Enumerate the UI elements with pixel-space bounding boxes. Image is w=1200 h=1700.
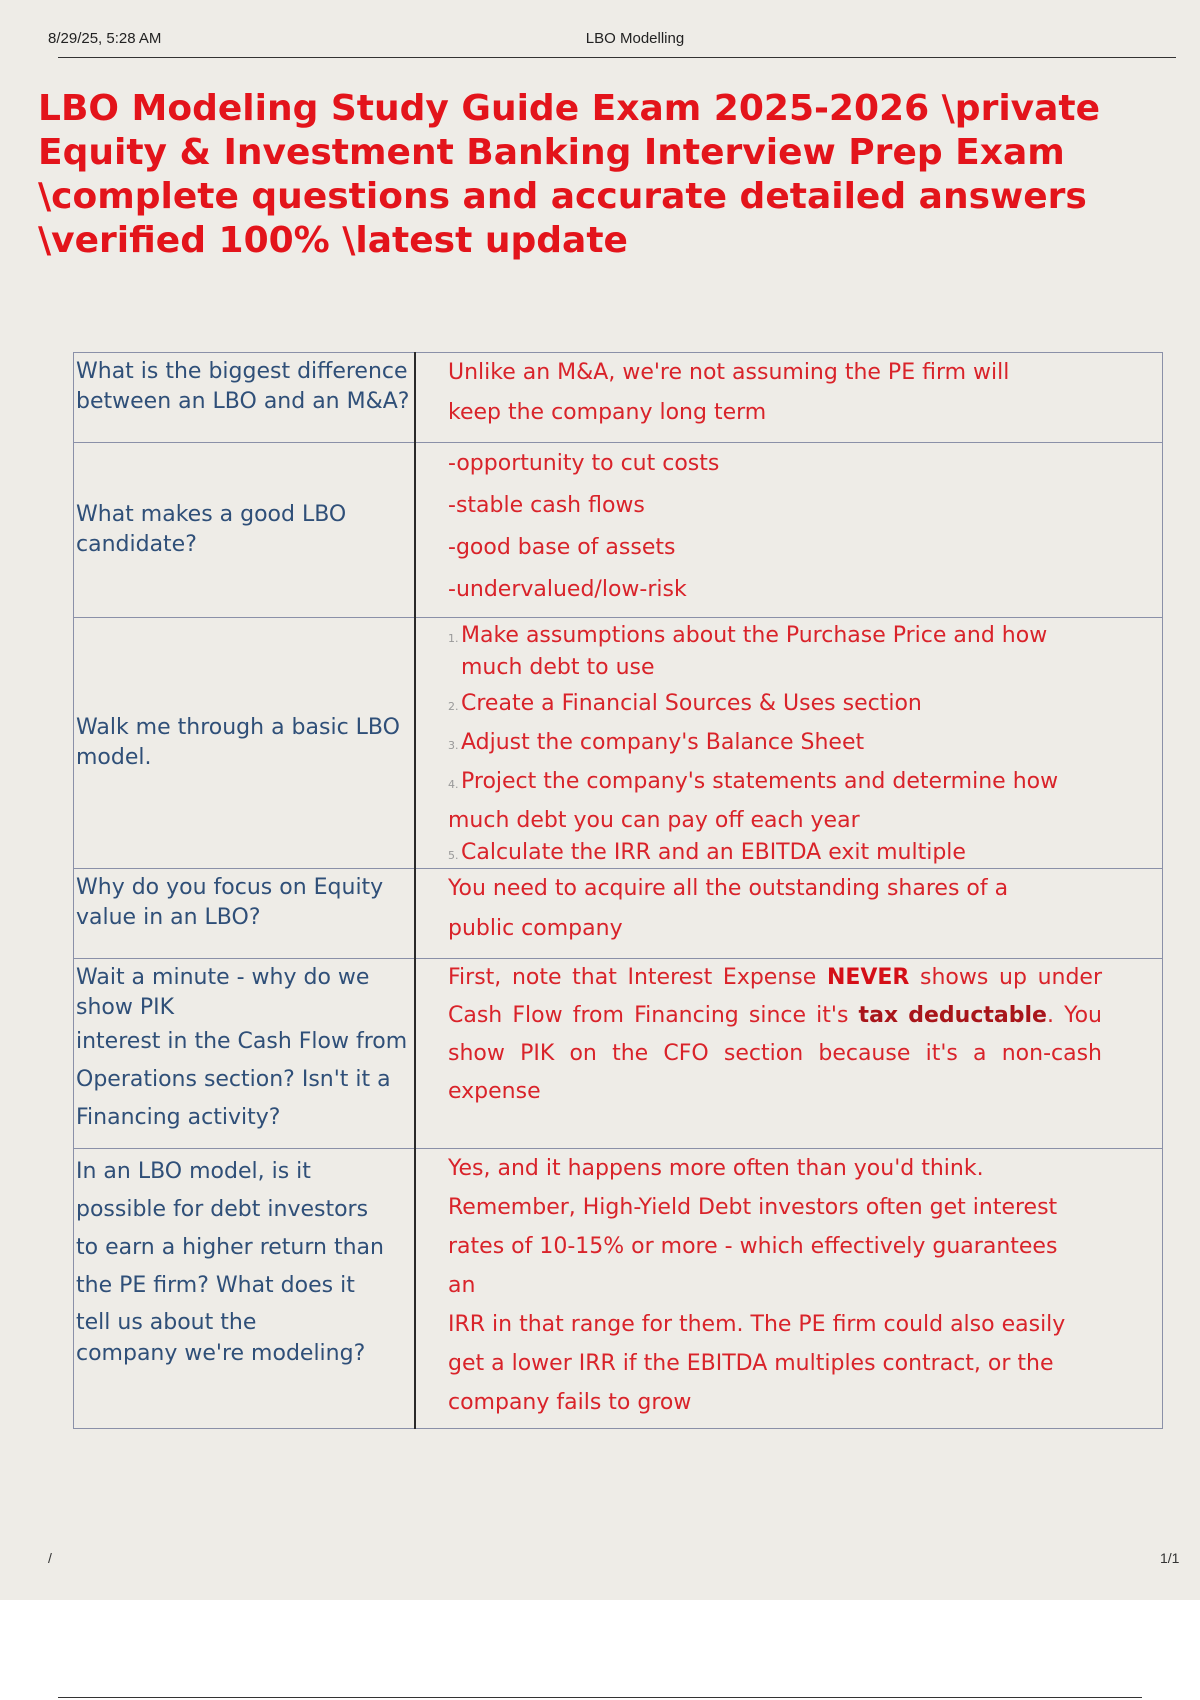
answer-cell	[415, 443, 1163, 618]
step-number: 2.	[448, 700, 459, 713]
question-line: In an LBO model, is it	[76, 1159, 311, 1184]
answer-line: get a lower IRR if the EBITDA multiples contract, or the	[448, 1351, 1054, 1376]
step-number: 1.	[448, 632, 459, 645]
answer-line: Yes, and it happens more often than you'd think.	[448, 1156, 984, 1181]
step-item	[448, 620, 1102, 684]
header-title: LBO Modelling	[585, 30, 685, 47]
step-text: Adjust the company's Balance Sheet	[461, 730, 865, 755]
step-item	[448, 841, 1102, 868]
qa-row	[74, 353, 1163, 443]
emphasis-deductable: deductable	[908, 1003, 1047, 1028]
answer-cell	[415, 959, 1163, 1149]
step-text: Create a Financial Sources & Uses section	[461, 691, 922, 716]
emphasis-never: NEVER	[826, 965, 910, 990]
document-title: LBO Modeling Study Guide Exam 2025-2026 \private Equity & Investment Banking Interview Prep Exam \complete questions and accurate detailed answers \verified 100% \latest update	[38, 88, 1101, 261]
question-line: Financing activity?	[76, 1105, 281, 1130]
answer-bullet: -good base of assets	[448, 535, 676, 560]
step-item	[448, 727, 1102, 762]
answer-text: . You show PIK on the CFO section because it's a non-cash expense	[448, 1003, 1103, 1104]
answer-cell	[415, 353, 1163, 443]
question-cell	[74, 443, 416, 618]
qa-row	[74, 443, 1163, 618]
question-cell	[74, 618, 416, 869]
footer-url: /	[48, 1550, 52, 1566]
step-continuation: much debt you can pay off each year	[448, 808, 860, 833]
qa-row	[74, 959, 1163, 1149]
emphasis-tax: tax	[858, 1003, 899, 1028]
step-item	[448, 688, 1102, 723]
answer-bullet: -stable cash flows	[448, 493, 645, 518]
qa-row	[74, 1149, 1163, 1429]
bottom-divider	[58, 1697, 1142, 1698]
header-divider	[58, 57, 1176, 58]
question-line: possible for debt investors	[76, 1197, 369, 1222]
answer-line: IRR in that range for them. The PE firm could also easily	[448, 1312, 1066, 1337]
question-line: to earn a higher return than	[76, 1235, 384, 1260]
step-number: 5.	[448, 849, 459, 862]
qa-row	[74, 618, 1163, 869]
answer-line: Remember, High-Yield Debt investors often get interest	[448, 1195, 1058, 1220]
answer-bullet: -opportunity to cut costs	[448, 451, 720, 476]
qa-table	[73, 352, 1163, 1429]
step-number: 4.	[448, 778, 459, 791]
answer-line: You need to acquire all the outstanding shares of a	[448, 876, 1009, 901]
question-cell	[74, 1149, 416, 1429]
question-text: What is the biggest difference between an LBO and an M&A?	[76, 359, 410, 414]
answer-cell	[415, 1149, 1163, 1429]
print-date: 8/29/25, 5:28 AM	[48, 30, 162, 47]
answer-line: public company	[448, 916, 623, 941]
question-line: company we're modeling?	[76, 1341, 366, 1366]
qa-row	[74, 869, 1163, 959]
answer-line: Unlike an M&A, we're not assuming the PE firm will	[448, 360, 1010, 385]
question-text: Walk me through a basic LBO model.	[76, 715, 400, 770]
step-item	[448, 766, 1102, 801]
question-text: Why do you focus on Equity value in an LBO?	[76, 875, 384, 930]
question-line: interest in the Cash Flow from	[76, 1029, 408, 1054]
answer-line: keep the company long term	[448, 400, 767, 425]
step-text: Make assumptions about the Purchase Price and how much debt to use	[461, 623, 1048, 680]
question-cell	[74, 959, 416, 1149]
answer-line: rates of 10-15% or more - which effectively guarantees	[448, 1234, 1058, 1259]
step-number: 3.	[448, 739, 459, 752]
answer-text: shows up under Cash Flow from Financing since it's	[448, 965, 1102, 1028]
answer-cell	[415, 869, 1163, 959]
question-cell	[74, 869, 416, 959]
page-number: 1/1	[1160, 1550, 1180, 1566]
step-text: Project the company's statements and determine how	[461, 769, 1059, 794]
answer-bullet: -undervalued/low-risk	[448, 577, 687, 602]
question-line: the PE firm? What does it	[76, 1273, 355, 1298]
answer-cell	[415, 618, 1163, 869]
question-cell	[74, 353, 416, 443]
answer-line: company fails to grow	[448, 1390, 692, 1415]
question-line: Wait a minute - why do we show PIK	[76, 965, 370, 1020]
question-line: Operations section? Isn't it a	[76, 1067, 391, 1092]
question-text: What makes a good LBO candidate?	[76, 502, 347, 557]
answer-text: First, note that Interest Expense	[448, 965, 827, 990]
answer-line: an	[448, 1273, 476, 1298]
question-line: tell us about the	[76, 1310, 257, 1335]
step-text: Calculate the IRR and an EBITDA exit multiple	[461, 840, 966, 865]
